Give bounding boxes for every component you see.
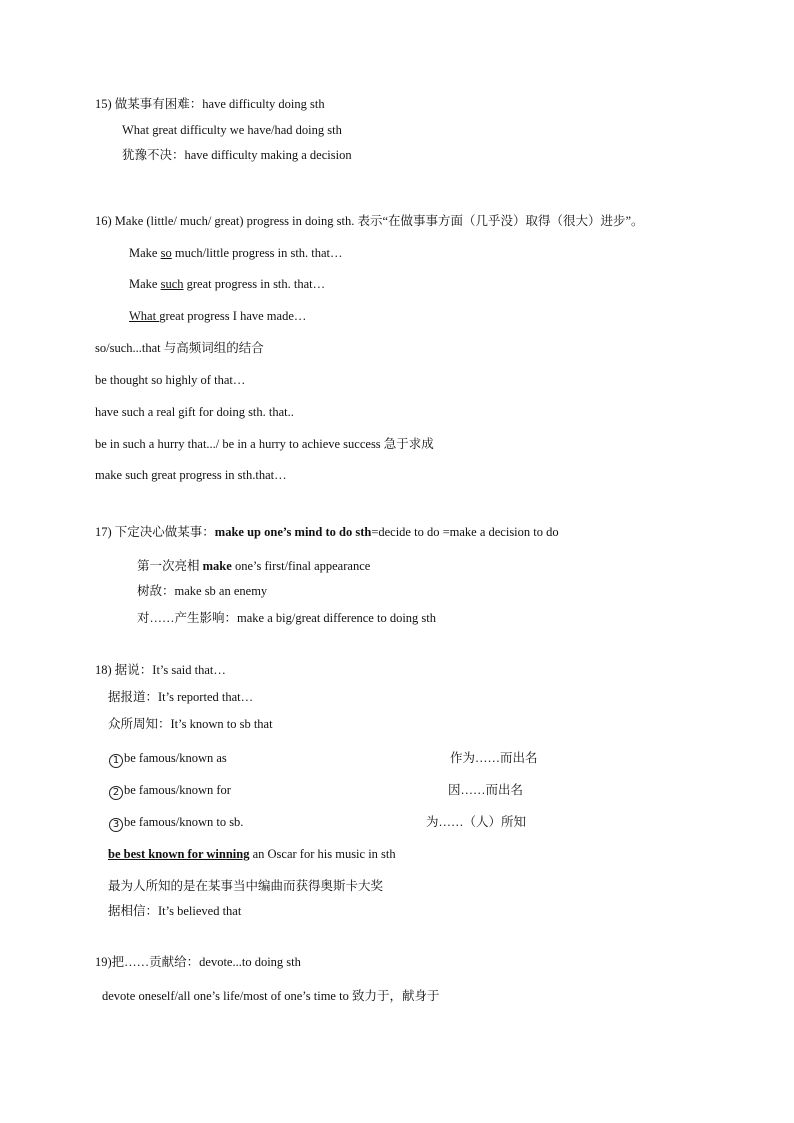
item16-subheading: so/such...that 与高频词组的结合 [95,341,264,355]
item18-reported: 据报道：It’s reported that… [108,690,254,704]
item15-example: What great difficulty we have/had doing sth [122,123,342,137]
item16-example-so: Make so much/little progress in sth. that… [129,246,343,260]
item19-heading: 19)把……贡献给：devote...to doing sth [95,955,301,969]
circled-number: 2 [109,786,123,800]
item18-famous-to: 3 be famous/known to sb. [109,814,243,832]
item17-heading: 17) 下定决心做某事：make up one’s mind to do sth=decide to do =make a decision to do [95,525,559,539]
item19-devote-phrase: devote oneself/all one’s life/most of one’s time to 致力于，献身于 [102,989,440,1003]
item15-heading: 15) 做某事有困难：have difficulty doing sth [95,97,325,111]
item18-known: 众所周知：It’s known to sb that [108,717,273,731]
item16-example-what: What great progress I have made… [129,309,307,323]
item16-phrase-2: have such a real gift for doing sth. that.. [95,405,294,419]
item17-appearance: 第一次亮相 make one’s first/final appearance [137,559,371,573]
item16-phrase-4: make such great progress in sth.that… [95,468,287,482]
circled-number: 1 [109,754,123,768]
item16-heading: 16) Make (little/ much/ great) progress in doing sth. 表示“在做事事方面（几乎没）取得（很大）进步”。 [95,214,644,228]
item16-phrase-3: be in such a hurry that.../ be in a hurry to achieve success 急于求成 [95,437,434,451]
item18-best-known: be best known for winning an Oscar for his music in sth [108,847,396,861]
item16-example-such: Make such great progress in sth. that… [129,277,326,291]
item18-best-known-zh: 最为人所知的是在某事当中编曲而获得奥斯卡大奖 [108,879,384,893]
item18-famous-for-zh: 因……而出名 [448,783,524,797]
item15-hesitate: 犹豫不决：have difficulty making a decision [122,148,352,162]
item18-heading: 18) 据说：It’s said that… [95,663,226,677]
item18-famous-to-zh: 为……（人）所知 [426,815,527,829]
item17-enemy: 树敌：make sb an enemy [137,584,268,598]
item16-phrase-1: be thought so highly of that… [95,373,246,387]
circled-number: 3 [109,818,123,832]
item18-famous-for: 2 be famous/known for [109,782,231,800]
item18-famous-as: 1 be famous/known as [109,750,227,768]
item17-difference: 对……产生影响：make a big/great difference to doing sth [137,611,437,625]
item18-believed: 据相信：It’s believed that [108,904,242,918]
item18-famous-as-zh: 作为……而出名 [450,751,538,765]
